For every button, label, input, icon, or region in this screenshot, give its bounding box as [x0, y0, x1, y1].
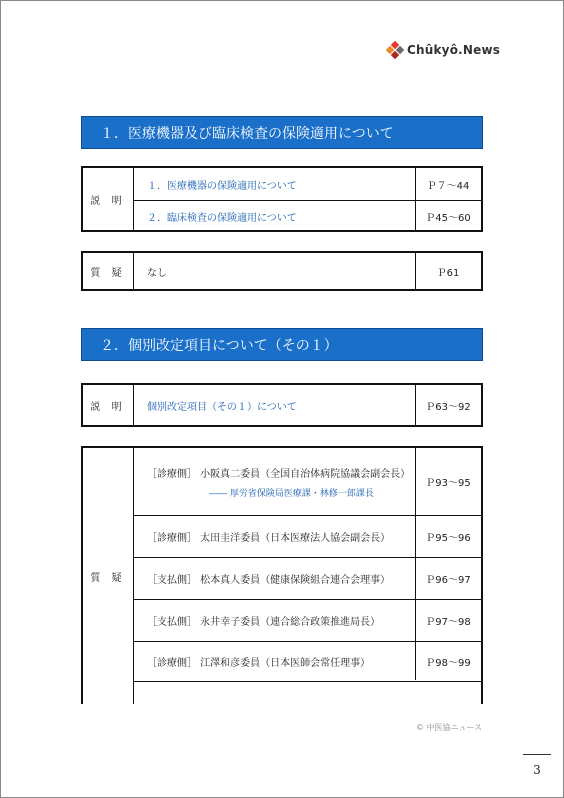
row-text: ２．臨床検査の保険適用について [147, 213, 297, 224]
explanation-label: 説 明 [83, 168, 134, 230]
table-row [133, 515, 481, 557]
section-1-title: １．医療機器及び臨床検査の保険適用について [100, 125, 394, 142]
table-row [133, 200, 481, 232]
table-row [133, 448, 481, 515]
section-1-explanation-table [81, 166, 483, 232]
table-row [133, 641, 481, 681]
section-2-qa-table [81, 446, 483, 704]
row-note: ―― 厚労省保険局医療課・林修一郎課長 [209, 488, 374, 499]
qa-label: 質 疑 [83, 253, 134, 289]
row-speaker: ［診療側］ 小阪真二委員（全国自治体病院協議会副会長） [147, 468, 411, 480]
section-2-title: ２．個別改定項目について（その１） [100, 337, 338, 354]
row-page: Ｐ63～92 [425, 401, 471, 413]
table-row [133, 385, 481, 425]
row-text: ［支払側］ 松本真人委員（健康保険組合連合会理事） [147, 575, 391, 586]
row-text: ［診療側］ 太田圭洋委員（日本医療法人協会副会長） [147, 533, 391, 544]
row-text [147, 448, 410, 515]
copyright: © 中医協ニュース [416, 723, 483, 732]
row-text: 個別改定項目（その１）について [147, 401, 297, 413]
row-text: １．医療機器の保険適用について [147, 180, 297, 192]
row-page: Ｐ93～95 [425, 478, 471, 489]
page-number: 3 [533, 763, 541, 777]
table-row [133, 253, 481, 289]
row-page: Ｐ95～96 [425, 533, 471, 544]
row-page: Ｐ45～60 [425, 213, 471, 224]
row-page: Ｐ61 [436, 267, 460, 279]
explanation-label: 説 明 [83, 385, 134, 425]
row-text: なし [147, 267, 167, 279]
section-2-explanation-table [81, 383, 483, 427]
logo [387, 40, 500, 60]
table-row [133, 557, 481, 599]
row-page: Ｐ98～99 [425, 658, 471, 669]
row-page: Ｐ７～44 [426, 180, 470, 192]
section-1-qa-table [81, 251, 483, 291]
logo-mark-icon [387, 42, 403, 58]
row-text: ［診療側］ 江澤和彦委員（日本医師会常任理事） [147, 658, 371, 669]
qa-label: 質 疑 [83, 448, 134, 704]
table-row-empty [133, 681, 481, 706]
row-page: Ｐ96～97 [425, 575, 471, 586]
table-row [133, 168, 481, 200]
logo-text: Chûkyô.News [407, 43, 501, 57]
section-1-header [81, 116, 483, 149]
row-page: Ｐ97～98 [425, 617, 471, 628]
section-2-header [81, 328, 483, 361]
row-text: ［支払側］ 永井幸子委員（連合総合政策推進局長） [147, 617, 381, 628]
table-row [133, 599, 481, 641]
page-number-rule [523, 754, 551, 755]
